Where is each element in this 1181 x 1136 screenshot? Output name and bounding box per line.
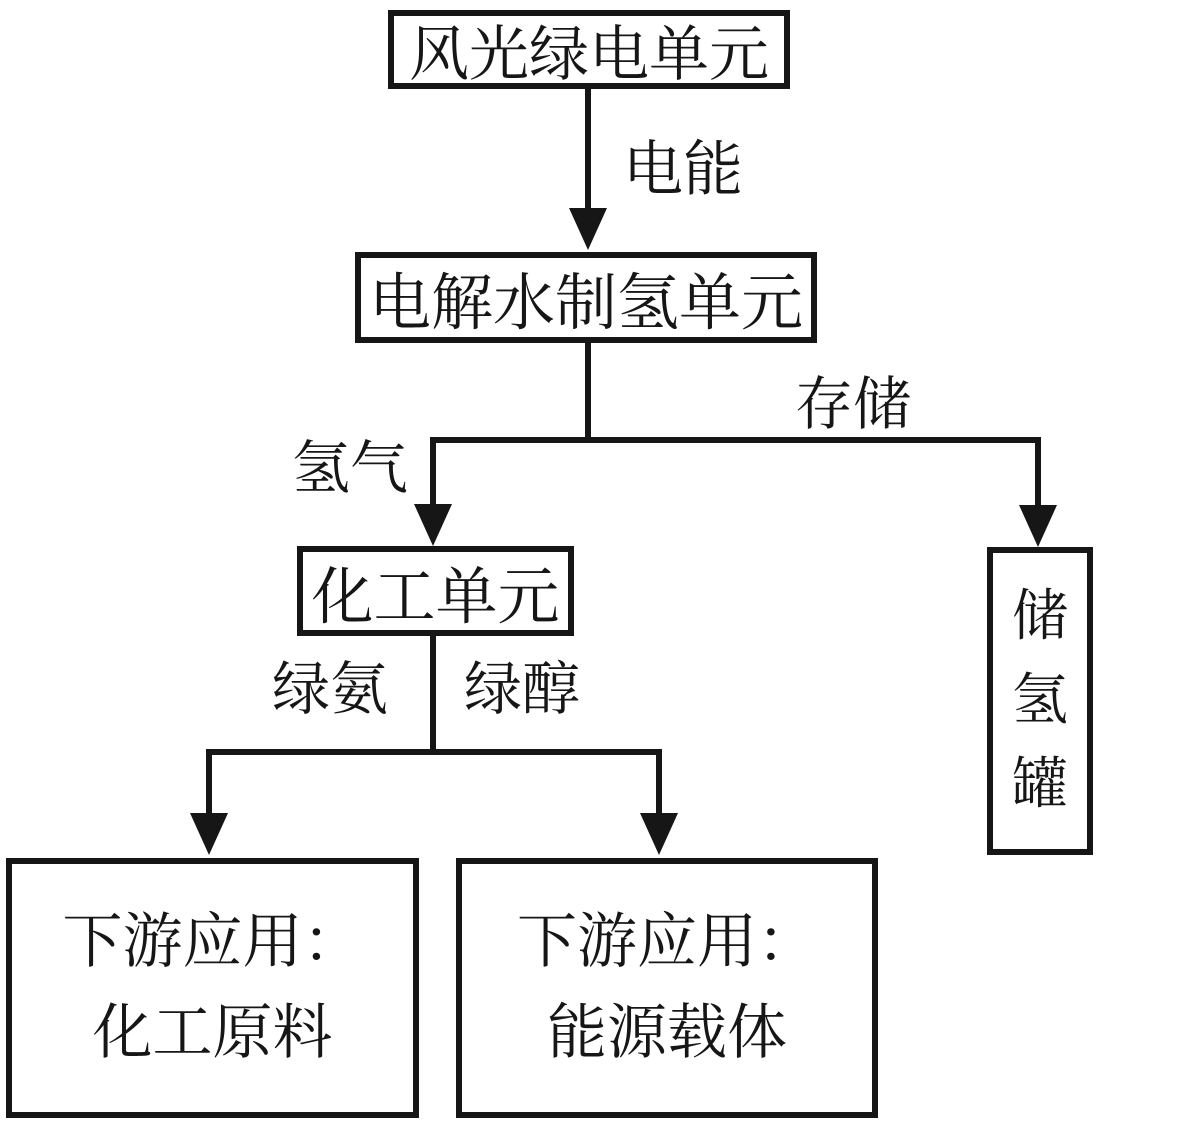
node-hydrogen-storage-tank bbox=[987, 547, 1093, 855]
node-electrolysis-label: 电解水制氢单元 bbox=[368, 270, 803, 338]
node-hydrogen-storage-tank-label: 储氢罐 bbox=[1012, 586, 1068, 816]
edge-green-methanol-line bbox=[656, 749, 662, 819]
node-electrolysis-unit bbox=[355, 252, 817, 343]
downstream-energy-line2: 能源载体 bbox=[547, 1000, 787, 1066]
arrow-down-icon bbox=[190, 813, 228, 855]
arrow-down-icon bbox=[1019, 505, 1057, 547]
node-downstream-energy-text bbox=[517, 897, 817, 1079]
edge-label-electric-energy: 电能 bbox=[623, 137, 743, 203]
node-chemical-unit bbox=[297, 546, 574, 636]
edge-storage-line bbox=[1035, 437, 1041, 511]
edge-label-storage: 存储 bbox=[795, 372, 912, 437]
edge-split-ammonia-methanol-line bbox=[206, 749, 662, 755]
arrow-down-icon bbox=[640, 813, 678, 855]
edge-label-green-methanol: 绿醇 bbox=[464, 657, 581, 722]
downstream-chemical-line1: 下游应用： bbox=[62, 908, 363, 975]
node-downstream-chemical-feedstock bbox=[6, 858, 419, 1118]
node-downstream-chemical-text bbox=[63, 897, 363, 1079]
edge-label-hydrogen-gas: 氢气 bbox=[292, 436, 409, 501]
arrow-down-icon bbox=[569, 208, 607, 250]
edge-electrolysis-output-line bbox=[585, 343, 591, 443]
node-chemical-label: 化工单元 bbox=[311, 563, 560, 632]
edge-label-green-ammonia: 绿氨 bbox=[272, 657, 389, 722]
edge-green-ammonia-line bbox=[206, 749, 212, 819]
edge-electric-energy-line bbox=[585, 89, 591, 214]
edge-hydrogen-gas-line bbox=[430, 437, 436, 510]
downstream-energy-line1: 下游应用： bbox=[517, 908, 817, 975]
node-green-power-unit bbox=[388, 10, 790, 89]
arrow-down-icon bbox=[414, 504, 452, 546]
node-downstream-energy-carrier bbox=[456, 858, 878, 1118]
edge-chemical-output-line bbox=[430, 636, 436, 755]
node-green-power-label: 风光绿电单元 bbox=[409, 21, 769, 88]
edge-split-hydrogen-storage-line bbox=[430, 437, 1041, 443]
downstream-chemical-line2: 化工原料 bbox=[92, 1000, 333, 1066]
